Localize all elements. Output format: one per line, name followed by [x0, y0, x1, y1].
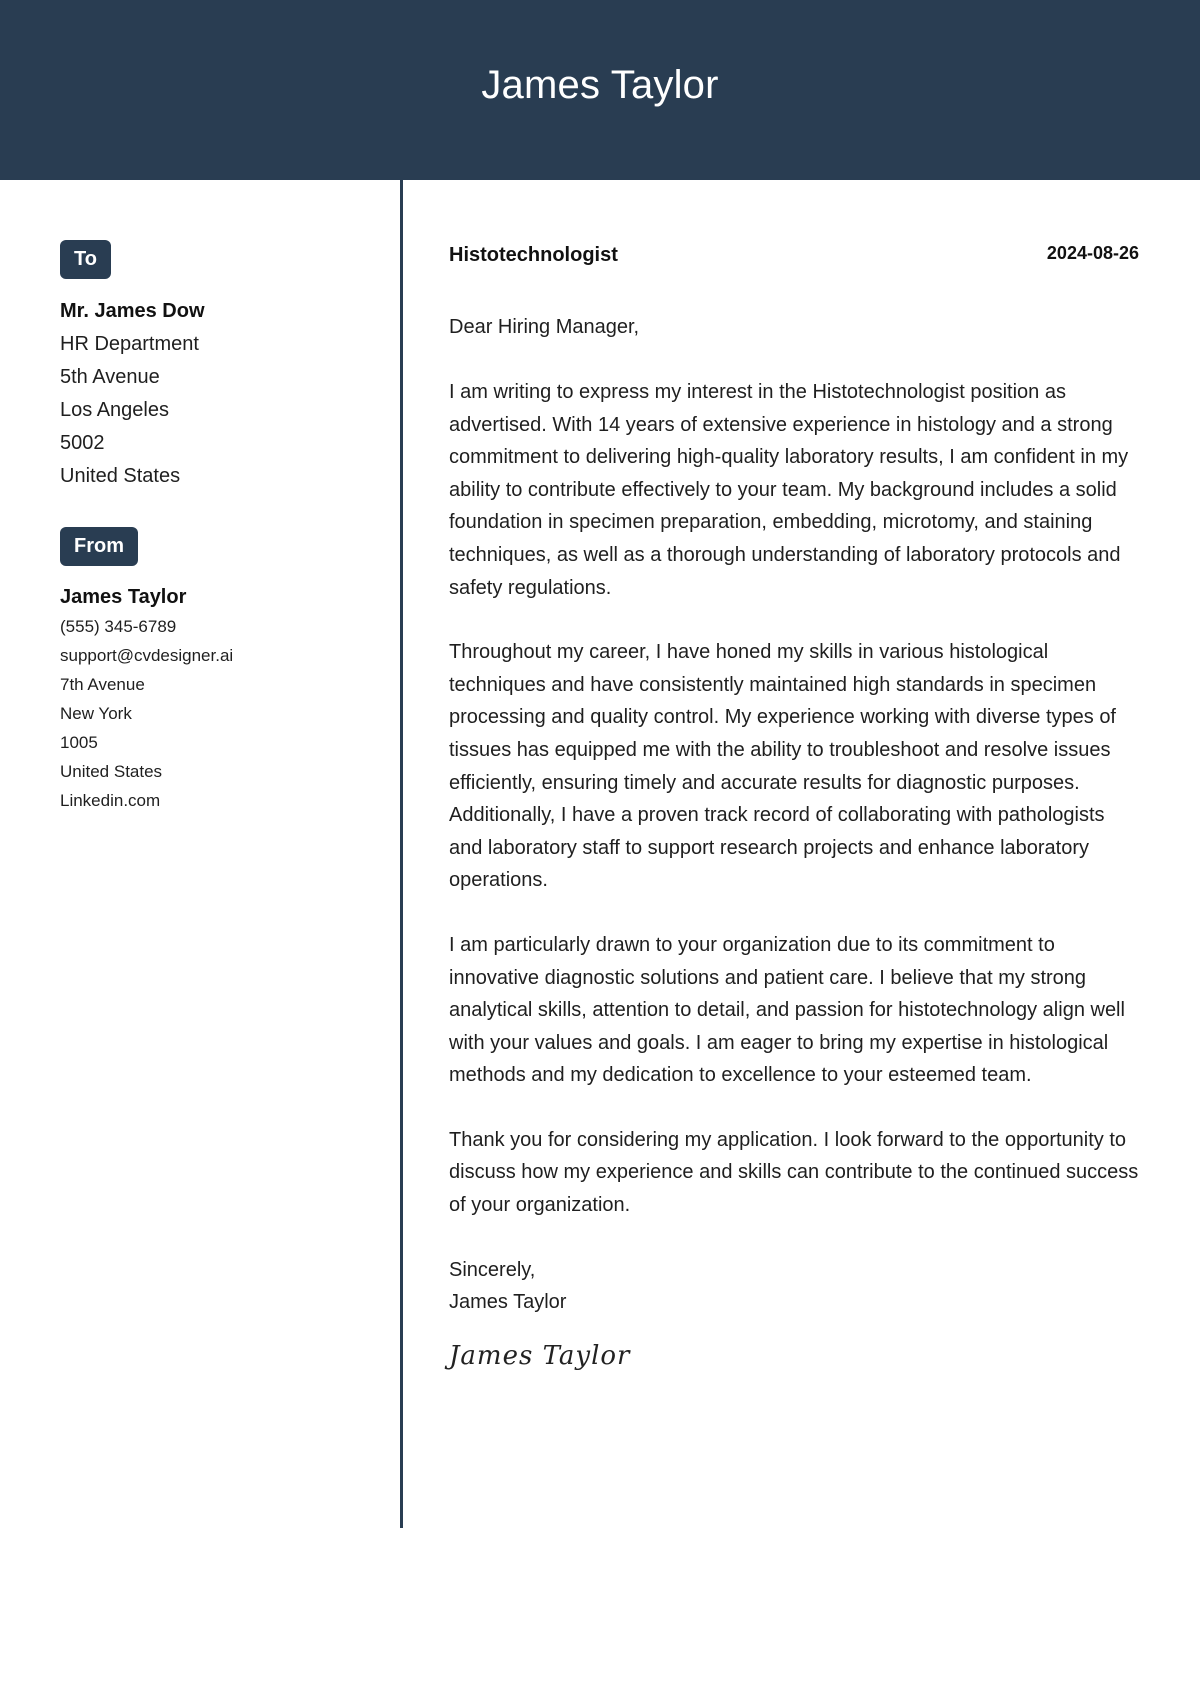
- column-divider: [400, 180, 403, 1528]
- closing-phrase: Sincerely,: [449, 1258, 536, 1281]
- from-label: From: [60, 527, 138, 566]
- recipient-street: 5th Avenue: [60, 366, 160, 388]
- paragraph-3: I am particularly drawn to your organization due to its commitment to innovative diagnostic solutions and patient care. I believe that my strong analytical skills, attention to detail, and passion for histotechnology align well with your values and goals. I am eager to bring my expertise in histological methods and my dedication to excellence to your esteemed team.: [449, 933, 1125, 1087]
- sidebar: [60, 240, 380, 815]
- handwritten-signature: James Taylor: [449, 1340, 631, 1371]
- letter-date: 2024-08-26: [1046, 243, 1139, 263]
- sender-email: support@cvdesigner.ai: [60, 646, 234, 665]
- sender-details: [60, 582, 380, 815]
- recipient-zip: 5002: [60, 432, 105, 454]
- header-name: James Taylor: [481, 62, 719, 107]
- recipient-department: HR Department: [60, 333, 199, 355]
- sender-street: 7th Avenue: [60, 675, 145, 694]
- job-title: Histotechnologist: [449, 244, 618, 266]
- paragraph-2: Throughout my career, I have honed my skills in various histological techniques and have consistently maintained high standards in specimen processing and quality control. My experience working with diverse types of tissues has equipped me with the ability to troubleshoot and resolve issues efficiently, ensuring timely and accurate results for diagnostic purposes. Additionally, I have a proven track record of collaborating with pathologists and laboratory staff to support research projects and enhance laboratory operations.: [449, 641, 1116, 892]
- sender-city: New York: [60, 704, 132, 723]
- paragraph-1: I am writing to express my interest in the Histotechnologist position as advertised. With 14 years of extensive experience in histology and a strong commitment to delivering high-quality laboratory results, I am confident in my ability to contribute effectively to your team. My background includes a solid foundation in specimen preparation, embedding, microtomy, and staining techniques, as well as a thorough understanding of laboratory protocols and safety regulations.: [449, 381, 1129, 599]
- sender-name: James Taylor: [60, 586, 187, 608]
- sender-linkedin: Linkedin.com: [60, 791, 161, 810]
- sender-zip: 1005: [60, 733, 98, 752]
- sender-phone: (555) 345-6789: [60, 617, 177, 636]
- recipient-address: [60, 295, 380, 493]
- paragraph-4: Thank you for considering my application. I look forward to the opportunity to discuss how my experience and skills can contribute to the continued success of your organization.: [449, 1128, 1139, 1217]
- recipient-name: Mr. James Dow: [60, 300, 205, 322]
- closing: [449, 1254, 1139, 1319]
- to-label: To: [60, 240, 111, 279]
- sender-country: United States: [60, 762, 163, 781]
- from-section: [60, 527, 380, 815]
- recipient-country: United States: [60, 465, 181, 487]
- salutation: Dear Hiring Manager,: [449, 316, 640, 338]
- to-section: [60, 240, 380, 493]
- letter-body: [449, 240, 1139, 1371]
- closing-name: James Taylor: [449, 1291, 567, 1314]
- header-banner: [0, 0, 1200, 180]
- letter-header-row: [449, 240, 1139, 270]
- recipient-city: Los Angeles: [60, 399, 169, 421]
